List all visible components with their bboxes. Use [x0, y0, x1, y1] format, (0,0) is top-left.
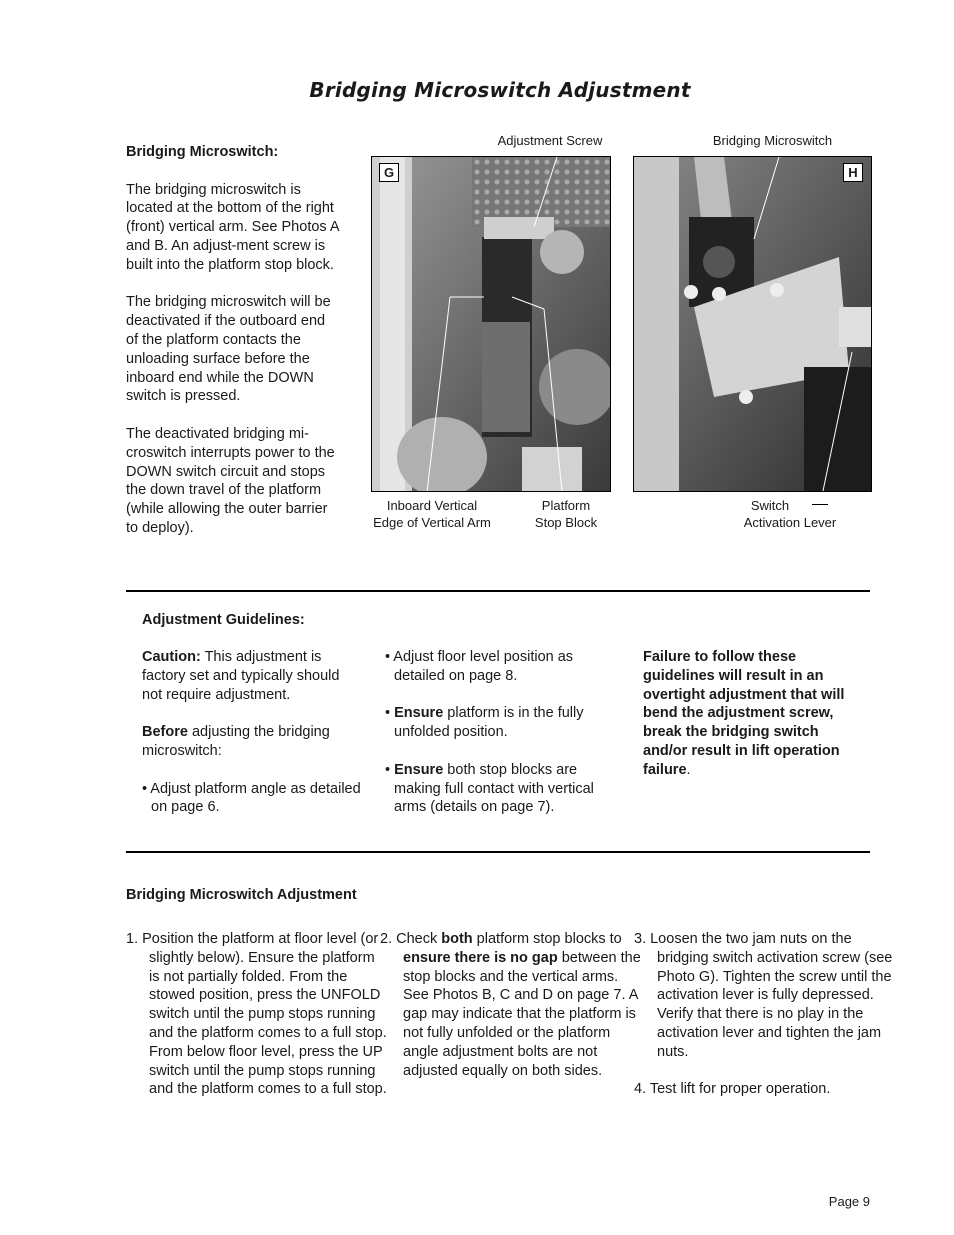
intro-paragraph: The bridging microswitch will be deactivated if the outboard end of the platform contacts the unloading surface before the inboard end while the DOWN switch is pressed. — [126, 294, 331, 405]
photo-g-caption-left — [352, 497, 512, 531]
photo-g-caption-left-line: Edge of Vertical Arm — [373, 515, 491, 530]
guidelines-col-1 — [142, 648, 362, 836]
photo-g-caption-right-line: Stop Block — [534, 515, 598, 530]
photo-g-illustration — [372, 157, 610, 491]
step-item: 3. Loosen the two jam nuts on the bridging switch activation screw (see Photo G). Tighten the screw until the activation lever is fully depressed. Verify that there is no play in the activation lever and tighten the jam nuts. — [634, 931, 893, 1060]
intro-paragraph: The deactivated bridging mi-croswitch interrupts power to the DOWN switch circuit and stops the down travel of the platform (while allowing the outer barrier to deploy). — [126, 425, 335, 536]
photo-h-caption-top: Bridging Microswitch — [712, 133, 833, 148]
photo-h-caption-bottom-line: Activation Lever — [743, 515, 837, 530]
page-number: Page 9 — [828, 1194, 870, 1209]
photo-g-caption-right — [520, 497, 612, 531]
photo-g-caption-left-line: Inboard Vertical — [386, 498, 478, 513]
adjustment-col-3 — [634, 930, 897, 1118]
step-item — [380, 930, 643, 1080]
guidelines-col-3 — [643, 648, 853, 798]
step-text: between the stop blocks and the vertical arms. See Photos B, C and D on page 7. A gap may indicate that the platform is not fully unfolded or the platform angle adjustment bolts are not adjusted equally on both sides. — [403, 949, 641, 1079]
intro-paragraph: The bridging microswitch is located at the bottom of the right (front) vertical arm. See Photos A and B. An adjust-ment screw is built into the platform stop block. — [126, 181, 339, 273]
caution-label: Caution: — [142, 649, 201, 665]
step-bold: ensure there is no gap — [403, 949, 558, 966]
warning-period: . — [686, 761, 691, 778]
before-paragraph — [142, 723, 362, 761]
divider — [126, 851, 870, 853]
page-title: Bridging Microswitch Adjustment — [309, 78, 691, 102]
bullet-bold: Ensure — [394, 761, 444, 778]
bullet-item — [385, 761, 620, 817]
adjustment-col-2 — [380, 930, 643, 1099]
warning-text: Failure to follow these guidelines will result in an overtight adjustment that will bend the adjustment screw, break the bridging switch and/or result in lift operation failure — [643, 649, 845, 778]
bullet-marker: • — [385, 705, 395, 722]
step-item: 1. Position the platform at floor level (or slightly below). Ensure the platform is not partially folded. From the stowed position, press the UNFOLD switch until the pump stops running and the platform comes to a full stop. From below floor level, press the UP switch until the pump stops running and the platform comes to a full stop. — [126, 931, 387, 1098]
step-bold: both — [441, 931, 473, 947]
before-text: adjusting the bridging microswitch: — [142, 724, 330, 759]
bullet-item: • Adjust floor level position as detailed on page 8. — [385, 649, 574, 684]
photo-h-caption-bottom-line: Switch — [750, 498, 790, 513]
caution-text: This adjustment is factory set and typically should not require adjustment. — [142, 649, 340, 703]
step-text: platform stop blocks to — [472, 931, 622, 947]
bullet-item: • Adjust platform angle as detailed on page 6. — [142, 780, 361, 816]
step-item: 4. Test lift for proper operation. — [634, 1081, 831, 1098]
adjustment-heading: Bridging Microswitch Adjustment — [126, 887, 357, 903]
photo-h — [633, 156, 872, 492]
bullet-text: platform is in the fully unfolded position. — [394, 705, 584, 741]
adjustment-col-1 — [126, 930, 387, 1118]
divider — [126, 590, 870, 592]
photo-g-caption-top: Adjustment Screw — [497, 133, 603, 148]
photo-g — [371, 156, 611, 492]
bullet-bold: Ensure — [394, 705, 444, 722]
photo-h-caption-bottom — [725, 497, 855, 531]
intro-heading: Bridging Microswitch: — [126, 144, 279, 160]
guidelines-col-2 — [385, 648, 620, 836]
photo-h-label: H — [843, 163, 863, 182]
photo-g-label: G — [379, 163, 399, 182]
bullet-item — [385, 704, 620, 742]
warning-paragraph — [643, 648, 853, 780]
bullet-text: both stop blocks are making full contact with vertical arms (details on page 7). — [394, 761, 594, 816]
step-text: 2. Check — [380, 931, 442, 947]
bullet-marker: • — [385, 761, 395, 778]
photo-h-illustration — [634, 157, 871, 491]
intro-section — [126, 143, 341, 557]
before-label: Before — [142, 724, 188, 741]
photo-g-caption-right-line: Platform — [541, 498, 591, 513]
caution-paragraph — [142, 648, 362, 704]
guidelines-heading: Adjustment Guidelines: — [142, 612, 305, 628]
